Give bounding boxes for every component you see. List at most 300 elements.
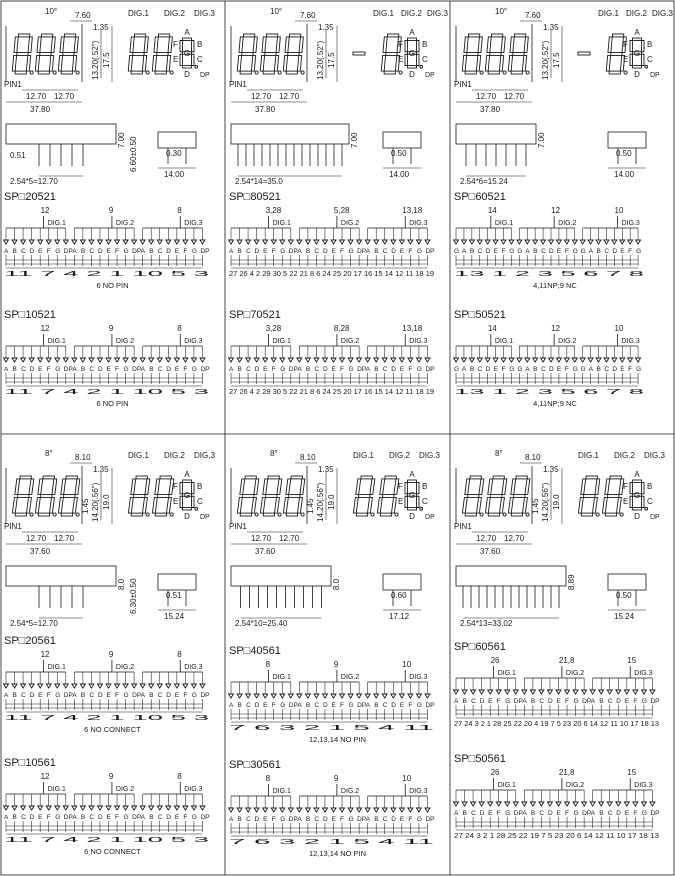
segment-label: B xyxy=(237,248,242,255)
segment-label: C xyxy=(89,248,95,255)
segment-label: B xyxy=(80,692,86,699)
overall-height-label: 17.5 xyxy=(327,52,336,68)
segment xyxy=(245,476,256,479)
segment-label: B xyxy=(149,366,154,373)
segment-b-label: B xyxy=(647,482,653,491)
diode-symbol xyxy=(391,358,396,362)
segment xyxy=(263,479,268,495)
segment xyxy=(142,55,146,71)
part-number: SP□60561 xyxy=(454,641,506,653)
segment-label: D xyxy=(29,814,35,821)
dig3-label: DIG.3 xyxy=(194,9,215,18)
segment xyxy=(243,34,254,37)
digit-label: DIG.1 xyxy=(47,786,66,793)
segment-label: B xyxy=(12,248,17,255)
common-pin-number: 8 xyxy=(177,772,182,781)
segment-label: D xyxy=(549,248,554,255)
diode-symbol xyxy=(21,806,26,810)
diode-symbol xyxy=(509,358,514,362)
slant-angle-label: 8° xyxy=(495,449,503,458)
diode-symbol xyxy=(183,358,188,362)
seven-seg-digit xyxy=(12,476,33,516)
segment xyxy=(64,34,75,37)
segment-label: G xyxy=(55,692,61,699)
side-view-body xyxy=(456,566,566,586)
diode-symbol xyxy=(97,806,102,810)
total-width-label: 37.80 xyxy=(480,105,501,114)
digit-height-label: 14.20(.56") xyxy=(316,482,325,522)
segment-label: B xyxy=(374,816,379,823)
segment-label: F xyxy=(46,248,51,255)
segment xyxy=(417,41,420,52)
segment xyxy=(608,37,612,53)
segment-label: B xyxy=(237,816,242,823)
segment xyxy=(380,479,385,495)
segment-label: G xyxy=(416,248,422,255)
diode-symbol xyxy=(80,806,85,810)
segment xyxy=(465,71,476,74)
digit-width-label: 8.10 xyxy=(75,453,91,462)
segment-e-label: E xyxy=(173,497,179,506)
dig2-label: DIG.2 xyxy=(164,451,185,460)
diode-symbol xyxy=(97,240,102,244)
digit-label: DIG.3 xyxy=(184,220,203,227)
common-pin-number: 12 xyxy=(551,206,561,215)
diode-symbol xyxy=(46,240,51,244)
decimal-point xyxy=(53,513,56,516)
digit-label: DIG.3 xyxy=(184,338,203,345)
pin-numbers: 11 7 4 2 1 10 5 3 xyxy=(4,837,210,844)
segment xyxy=(289,34,300,37)
diode-symbol xyxy=(496,690,501,694)
end-view-body xyxy=(383,132,421,148)
segment xyxy=(15,513,26,516)
diode-symbol xyxy=(191,806,196,810)
decimal-point xyxy=(146,71,149,74)
segment-label: F xyxy=(183,366,188,373)
diode-symbol xyxy=(493,240,498,244)
part-number: SP□40561 xyxy=(229,645,281,657)
segment-e-label: E xyxy=(173,55,179,64)
decimal-point xyxy=(526,513,529,516)
segment xyxy=(478,37,482,53)
segment xyxy=(166,55,170,71)
segment-label: C xyxy=(21,366,26,373)
diode-symbol xyxy=(89,240,94,244)
segment-label: F xyxy=(271,816,276,823)
segment xyxy=(383,495,394,498)
diode-symbol xyxy=(374,358,379,362)
slant-angle-label: 10° xyxy=(270,7,283,16)
segment-label: C xyxy=(157,814,163,821)
digit-label: DIG.3 xyxy=(409,674,428,681)
segment xyxy=(499,497,504,513)
diode-symbol xyxy=(123,240,128,244)
segment xyxy=(485,55,489,71)
segment-label: B xyxy=(149,692,154,699)
segment-label: A xyxy=(297,248,302,255)
segment-label: C xyxy=(607,810,613,817)
diode-symbol xyxy=(46,806,51,810)
dig2-label: DIG.2 xyxy=(389,451,410,460)
segment-label: A xyxy=(522,698,527,705)
segment xyxy=(286,71,297,74)
segment xyxy=(243,495,254,498)
pin-note: 12,13,14 NO PIN xyxy=(308,735,367,744)
diode-symbol xyxy=(254,694,259,698)
diode-symbol xyxy=(314,240,319,244)
segment-label: B xyxy=(599,698,604,705)
segment xyxy=(384,71,395,74)
diode-symbol xyxy=(522,802,527,806)
decimal-point xyxy=(371,513,374,516)
segment-label: B xyxy=(12,814,17,821)
segment xyxy=(240,71,251,74)
diode-symbol xyxy=(580,240,585,244)
decimal-point xyxy=(645,65,648,68)
segment xyxy=(468,34,479,37)
diode-symbol xyxy=(314,358,319,362)
segment xyxy=(633,508,642,511)
segment xyxy=(356,513,367,516)
segment xyxy=(286,513,297,516)
segment-label: D xyxy=(322,248,328,255)
segment-dp-label: DP xyxy=(200,72,210,79)
segment xyxy=(581,513,592,516)
diode-symbol xyxy=(115,358,120,362)
diode-symbol xyxy=(183,806,188,810)
segment-label: E xyxy=(106,692,111,699)
diode-symbol xyxy=(191,240,196,244)
diode-symbol xyxy=(556,802,561,806)
diode-symbol xyxy=(565,690,570,694)
diode-symbol xyxy=(288,240,293,244)
segment-label: A xyxy=(229,248,234,255)
dig3-label: DIG.3 xyxy=(427,9,448,18)
segment xyxy=(152,497,157,513)
diode-symbol xyxy=(4,806,9,810)
diode-symbol xyxy=(471,690,476,694)
diode-symbol xyxy=(157,684,162,688)
segment-label: E xyxy=(556,698,561,705)
diode-symbol xyxy=(263,694,268,698)
segment xyxy=(297,55,301,71)
segment-label: C xyxy=(314,702,320,709)
segment xyxy=(265,53,276,56)
segment-label: G xyxy=(191,366,197,373)
segment-label: A xyxy=(525,366,530,373)
diode-symbol xyxy=(624,690,629,694)
diode-symbol xyxy=(123,358,128,362)
segment-label: B xyxy=(530,698,536,705)
diode-symbol xyxy=(599,802,604,806)
digit-width-label: 7.60 xyxy=(525,11,541,20)
segment-label: E xyxy=(399,366,405,373)
diode-symbol xyxy=(469,358,474,362)
diode-symbol xyxy=(271,358,276,362)
segment xyxy=(274,55,278,71)
segment-key xyxy=(398,28,435,79)
segment-label: B xyxy=(599,810,604,817)
common-pin-number: 12 xyxy=(40,206,50,215)
decimal-point xyxy=(76,71,79,74)
decimal-point xyxy=(170,71,173,74)
package-drawing xyxy=(229,7,448,186)
segment xyxy=(616,497,621,513)
digit-label: DIG.1 xyxy=(494,220,514,227)
segment-label: D xyxy=(254,366,260,373)
segment-key xyxy=(623,470,660,521)
diode-symbol xyxy=(132,684,137,688)
segment-label: G xyxy=(416,366,422,373)
segment-label: A xyxy=(4,248,9,255)
body-height-label: 8.0 xyxy=(332,578,341,590)
diode-symbol xyxy=(628,358,633,362)
segment-label: B xyxy=(469,248,475,255)
diode-symbol xyxy=(582,802,587,806)
segment xyxy=(168,37,172,53)
digit-label: DIG.2 xyxy=(558,338,577,345)
diode-symbol xyxy=(89,358,94,362)
diode-symbol xyxy=(72,240,77,244)
segment xyxy=(38,71,49,74)
segment xyxy=(465,479,470,495)
decimal-point xyxy=(645,507,648,510)
seven-seg-digit xyxy=(260,34,281,74)
segment xyxy=(263,513,274,516)
common-pin-number: 8 xyxy=(265,660,271,669)
segment-label: A xyxy=(454,810,459,817)
diode-symbol xyxy=(509,240,514,244)
diode-symbol xyxy=(547,690,552,694)
seven-seg-digit xyxy=(462,34,483,74)
pin-numbers: 27 24 3 2 1 28 25 22 20 4 19 7 5 23 20 6 14 12 11 10 17 18 13 xyxy=(454,721,660,728)
decimal-point xyxy=(301,71,304,74)
digit-label: DIG.3 xyxy=(409,220,428,227)
pin1-label: PIN1 xyxy=(4,80,22,89)
segment xyxy=(464,37,468,53)
pin-diameter-label: 0.51 xyxy=(166,591,182,600)
segment-label: G xyxy=(191,248,197,255)
diode-symbol xyxy=(391,240,396,244)
segment-label: G xyxy=(517,248,523,255)
diode-symbol xyxy=(322,358,327,362)
pin-diameter-label: 0.60 xyxy=(391,591,407,600)
diode-symbol xyxy=(382,808,387,812)
segment xyxy=(41,34,52,37)
digit-label: DIG.3 xyxy=(634,670,653,677)
segment xyxy=(385,476,396,479)
diode-symbol xyxy=(72,358,77,362)
digit-label: DIG.2 xyxy=(340,220,360,227)
diode-symbol xyxy=(21,358,26,362)
diode-symbol xyxy=(106,358,111,362)
segment-label: B xyxy=(12,366,17,373)
dig1-label: DIG.1 xyxy=(128,9,149,18)
diode-symbol xyxy=(340,808,345,812)
segment-label: A xyxy=(454,698,459,705)
digit-label: DIG.3 xyxy=(621,338,640,345)
diode-symbol xyxy=(29,684,34,688)
seven-seg-digit xyxy=(152,34,173,74)
diode-symbol xyxy=(123,806,128,810)
diode-symbol xyxy=(556,358,561,362)
segment-label: F xyxy=(564,248,569,255)
segment xyxy=(263,71,274,74)
segment-label: A xyxy=(522,810,527,817)
diode-symbol xyxy=(348,808,353,812)
segment xyxy=(283,497,288,513)
diode-symbol xyxy=(63,240,68,244)
segment-label: DP xyxy=(357,816,367,823)
common-pin-number: 21,8 xyxy=(558,768,575,777)
digit-label: DIG.2 xyxy=(115,786,135,793)
pin1-label: PIN1 xyxy=(4,522,22,531)
decimal-point xyxy=(624,71,627,74)
segment xyxy=(75,479,80,495)
common-pin-number: 13,18 xyxy=(402,206,423,215)
segment-b-label: B xyxy=(647,40,653,49)
diode-symbol xyxy=(479,690,484,694)
segment-label: C xyxy=(382,816,388,823)
decimal-point xyxy=(146,513,149,516)
segment-label: G xyxy=(280,816,286,823)
segment-label: C xyxy=(471,698,476,705)
slant-angle-label: 10° xyxy=(45,7,58,16)
segment-g-label: G xyxy=(408,491,416,500)
diode-symbol xyxy=(425,808,430,812)
segment-label: C xyxy=(539,698,545,705)
segment xyxy=(66,476,77,479)
segment xyxy=(155,71,166,74)
segment-label: G xyxy=(280,366,286,373)
decimal-point xyxy=(30,513,33,516)
diode-symbol xyxy=(132,806,137,810)
pin-schematic xyxy=(4,191,210,290)
common-pin-number: 5,28 xyxy=(333,206,350,215)
segment-label: D xyxy=(322,366,328,373)
segment xyxy=(49,55,53,71)
diode-symbol xyxy=(408,694,413,698)
segment xyxy=(154,37,158,53)
diode-symbol xyxy=(297,808,302,812)
digit-label: DIG.1 xyxy=(494,338,514,345)
segment-dp-label: DP xyxy=(650,514,660,521)
total-width-label: 37.60 xyxy=(480,547,501,556)
diode-symbol xyxy=(408,358,413,362)
segment-label: C xyxy=(604,248,610,255)
diode-symbol xyxy=(573,802,578,806)
segment-label: C xyxy=(157,248,163,255)
decimal-point xyxy=(503,513,506,516)
segment xyxy=(297,497,302,513)
digit-label: DIG.3 xyxy=(409,788,428,795)
diode-symbol xyxy=(479,802,484,806)
diode-symbol xyxy=(237,358,242,362)
diode-symbol xyxy=(55,684,60,688)
segment xyxy=(405,54,408,65)
segment-label: C xyxy=(541,248,546,255)
segment-label: E xyxy=(174,366,180,373)
common-pin-number: 13,18 xyxy=(402,324,423,333)
pin-pitch-label: 2.54*10=25.40 xyxy=(235,619,288,628)
segment-label: DP xyxy=(132,692,142,699)
segment-label: D xyxy=(616,810,621,817)
segment xyxy=(488,479,493,495)
segment-label: B xyxy=(12,692,17,699)
segment-label: B xyxy=(462,810,467,817)
segment-label: DP xyxy=(288,816,298,823)
common-pin-number: 10 xyxy=(402,660,412,669)
diode-symbol xyxy=(63,358,68,362)
segment-label: C xyxy=(157,366,163,373)
segment xyxy=(470,476,481,479)
segment-label: B xyxy=(80,814,86,821)
segment-label: F xyxy=(633,810,638,817)
segment xyxy=(237,497,242,513)
minus-sign xyxy=(578,52,590,55)
segment-label: A xyxy=(365,248,371,255)
segment-label: G xyxy=(580,366,586,373)
segment-label: E xyxy=(556,248,562,255)
segment xyxy=(134,34,145,37)
segment xyxy=(180,496,183,507)
depth-label: 17.12 xyxy=(389,612,410,621)
segment xyxy=(491,495,502,498)
segment xyxy=(592,497,597,513)
segment-label: D xyxy=(616,698,621,705)
diode-symbol xyxy=(97,684,102,688)
segment-b-label: B xyxy=(422,40,428,49)
diode-symbol xyxy=(616,690,621,694)
segment-label: D xyxy=(479,810,485,817)
digit-label: DIG.2 xyxy=(340,338,360,345)
segment-label: F xyxy=(408,366,413,373)
common-pin-number: 9 xyxy=(333,660,339,669)
dig1-label: DIG.1 xyxy=(578,451,599,460)
diode-symbol xyxy=(166,240,171,244)
pin-numbers: 11 7 4 2 1 10 5 3 xyxy=(4,271,210,278)
decimal-point xyxy=(255,513,258,516)
segment-label: E xyxy=(263,702,268,709)
diode-symbol xyxy=(97,358,102,362)
diode-symbol xyxy=(539,690,544,694)
segment-d-label: D xyxy=(409,512,415,521)
segment xyxy=(511,479,516,495)
segment-label: F xyxy=(628,366,633,373)
segment-key xyxy=(173,470,210,521)
segment-label: E xyxy=(331,248,336,255)
pin-schematic xyxy=(229,759,435,858)
dig2-label: DIG.2 xyxy=(626,9,647,18)
segment xyxy=(642,483,645,494)
diode-symbol xyxy=(322,694,327,698)
segment-g-label: G xyxy=(183,491,191,500)
diode-symbol xyxy=(331,358,336,362)
segment-label: F xyxy=(340,248,345,255)
decimal-point xyxy=(399,71,402,74)
diode-symbol xyxy=(72,684,77,688)
diode-symbol xyxy=(549,358,554,362)
segment xyxy=(43,476,54,479)
diode-symbol xyxy=(106,684,111,688)
digit-label: DIG.1 xyxy=(497,782,516,789)
digit-label: DIG.2 xyxy=(115,664,135,671)
segment xyxy=(192,54,195,65)
diode-symbol xyxy=(374,694,379,698)
segment xyxy=(630,41,633,52)
end-view-body xyxy=(158,574,196,590)
